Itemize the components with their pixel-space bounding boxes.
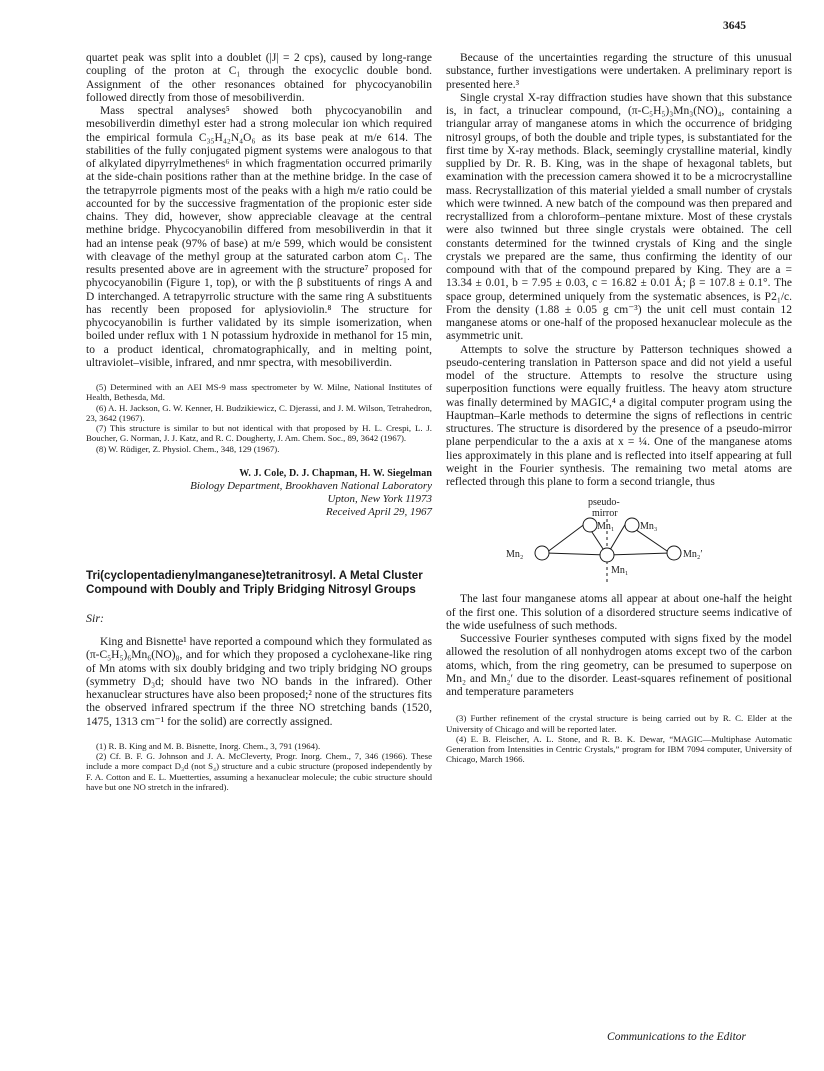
footnote: (5) Determined with an AEI MS-9 mass spectrometer by W. Milne, National Institutes of Health, Bethesda, Md. bbox=[86, 382, 432, 403]
bond-line bbox=[546, 523, 586, 553]
author-location: Upton, New York 11973 bbox=[327, 493, 432, 506]
footnote: (1) R. B. King and M. B. Bisnette, Inorg. Chem., 3, 791 (1964). bbox=[96, 740, 321, 751]
atom-circle bbox=[625, 518, 639, 532]
author-names: W. J. Cole, D. J. Chapman, H. W. Siegelman bbox=[239, 468, 432, 480]
diagram-svg bbox=[486, 495, 776, 587]
author-affiliation: Biology Department, Brookhaven National Laboratory bbox=[190, 480, 432, 493]
body-paragraph: Successive Fourier syntheses computed with signs fixed by the model allowed the resolution of all nonhydrogen atoms except two of the carbon atoms, which, from the ring geometry, can be presumed to superpose on Mn₂ and Mn₂′ due to the disorder. Least-squares refinement of positional and temperature parameters bbox=[446, 633, 792, 698]
footnotes bbox=[86, 382, 432, 454]
footnotes bbox=[86, 741, 432, 792]
body-paragraph: quartet peak was split into a doublet (|J| = 2 cps), caused by long-range coupling of the proton at C₁ through the exocyclic double bond. Assignment of the other resonances obtained for phycocyanobilin followed directly from those of mesobiliverdin. bbox=[86, 52, 432, 104]
salutation: Sir: bbox=[86, 611, 104, 626]
body-paragraph: The last four manganese atoms all appear at about one-half the height of the first one. This solution of a disordered structure seems indicative of the wide usefulness of such methods. bbox=[446, 593, 792, 632]
atom-label-mn3: Mn₃ bbox=[640, 521, 658, 533]
atom-circle bbox=[583, 518, 597, 532]
running-footer: Communications to the Editor bbox=[607, 1031, 746, 1043]
body-paragraph: Single crystal X-ray diffraction studies have shown that this substance is, in fact, a trinuclear compound, (π-C₅H₅)₃Mn₃(NO)₄, containing a triangular array of manganese atoms in which the occurrence of bridging nitrosyl groups, of both the double and triple types, is substantiated for the first time by X-ray methods. Black, seemingly crystalline material, kindly supplied by Dr. R. B. King, was in the shape of hexagonal tablets, but examination with the precession camera showed it to be a microcrystalline mass. Recrystallization of this material yielded a small number of crystals which were twinned. A new batch of the compound was then prepared and recrystallized from a chloroform–pentane mixture. Most of these crystals were also twinned but three single crystals were obtained. The cell constants determined for the twinned crystals of King and the single crystals we prepared are the same, thus confirming the identity of our compound with that of the compound prepared by King. They are a = 13.34 ± 0.01, b = 7.95 ± 0.03, c = 16.82 ± 0.01 Å; β = 107.8 ± 0.1°. The space group, determined uniquely from the systematic absences, is P2₁/c. From the density (1.88 ± 0.05 g cm⁻³) the unit cell must contain 12 manganese atoms or one-half of the proposed hexanuclear molecule as the asymmetric unit. bbox=[446, 91, 792, 343]
footnote: (6) A. H. Jackson, G. W. Kenner, H. Budzikiewicz, C. Djerassi, and J. M. Wilson, Tetrahedron, 23, 3642 (1967). bbox=[86, 402, 432, 423]
body-paragraph: Because of the uncertainties regarding the structure of this unusual substance, further investigations were undertaken. A preliminary report is presented here.³ bbox=[446, 52, 792, 91]
body-paragraph: Mass spectral analyses⁵ showed both phycocyanobilin and mesobiliverdin dimethyl ester had a strong molecular ion which required the empirical formula C₃₅H₄₂N₄O₆ as its base peak at m/e 614. The stabilities of the fully conjugated pigment systems were analogous to that of alkylated dipyrrylmethenes⁶ in which fragmentation occurred primarily at the side-chain positions rather than at the methine bridge. In the case of the tetrapyrrole pigments most of the peaks with a high m/e ratio could be accounted for by the successive fragmentation of the propionic ester side chains. They did, however, show appreciable cleavage at the central methine bridge. Phycocyanobilin differed from mesobiliverdin in that it had an intense peak (97% of base) at m/e 599, which would be consistent with cleavage of the methyl group at the saturated carbon atom C₁. The results presented above are in agreement with the structure⁷ proposed for phycocyanobilin (Figure 1, top), or with the β substituents of rings A and D interchanged. A tetrapyrrolic structure with the same ring A substituents has recently been proposed for aplysioviolin.⁸ The structure for phycocyanobilin is further validated by its simple isomerization, when boiled under reflux with 1 N potassium hydroxide in methanol for 15 min, to a product identical, chromatographically, and in melting point, ultraviolet–visible, infrared, and nmr spectra, with mesobiliverdin. bbox=[86, 105, 432, 369]
atom-circle bbox=[600, 548, 614, 562]
label-mirror: mirror bbox=[592, 508, 618, 520]
label-pseudo: pseudo- bbox=[588, 497, 620, 509]
atom-label-mn1-top: Mn₁ bbox=[597, 521, 615, 533]
bond-line bbox=[546, 553, 607, 555]
footnote: (3) Further refinement of the crystal structure is being carried out by R. C. Elder at the University of Chicago and will be reported later. bbox=[446, 713, 792, 734]
atom-circle bbox=[535, 546, 549, 560]
footnote: (4) E. B. Fleischer, A. L. Stone, and R. B. K. Dewar, “MAGIC—Multiphase Automatic Generation from Intensities in Centric Crystals,” program for IBM 7094 computer, University of Chicago, March 1966. bbox=[446, 733, 792, 765]
footnote: (2) Cf. B. F. G. Johnson and J. A. McCleverty, Progr. Inorg. Chem., 7, 346 (1966). These include a more compact D₃d (not S₄) structure and a cubic structure (proposed independently by F. A. Cotton and E. L. Muetterties, assuming a hexanuclear molecule; the cubic structure should have but one NO stretch in the infrared). bbox=[86, 751, 432, 793]
bond-line bbox=[607, 553, 670, 555]
author-signature bbox=[86, 467, 432, 519]
article-title: Tri(cyclopentadienylmanganese)tetranitrosyl. A Metal Cluster Compound with Doubly and Triply Bridging Nitrosyl Groups bbox=[86, 569, 423, 597]
footnote: (7) This structure is similar to but not identical with that proposed by H. L. Crespi, L. J. Boucher, G. Norman, J. J. Katz, and R. C. Dougherty, J. Am. Chem. Soc., 89, 3642 (1967). bbox=[86, 423, 432, 444]
footnote: (8) W. Rüdiger, Z. Physiol. Chem., 348, 129 (1967). bbox=[96, 443, 280, 454]
footnotes bbox=[446, 713, 792, 764]
atom-label-mn2p: Mn₂′ bbox=[683, 549, 703, 561]
right-column bbox=[446, 52, 792, 765]
mn-triangle-diagram bbox=[446, 495, 792, 587]
received-date: Received April 29, 1967 bbox=[325, 506, 432, 519]
body-paragraph: Attempts to solve the structure by Patterson techniques showed a pseudo-centering translation in Patterson space and did not yield a useful model of the structure. Attempts to resolve the structure using superposition functions were equally fruitless. The heavy atom structure was finally determined by MAGIC,⁴ a digital computer program using the Hauptman–Karle methods to determine the signs of reflections in centric structures. The structure is disordered by the presence of a pseudo-mirror plane perpendicular to the a axis at x = ¼. One of the manganese atoms lies approximately in this plane and is reflected into itself appearing at full weight in the Fourier synthesis. The remaining two metal atoms are reflected through this plane to form a second triangle, thus bbox=[446, 343, 792, 488]
atom-label-mn1-bottom: Mn₁ bbox=[611, 565, 629, 577]
atom-label-mn2: Mn₂ bbox=[506, 549, 524, 561]
left-column bbox=[86, 52, 432, 792]
body-paragraph: King and Bisnette¹ have reported a compound which they formulated as (π-C₅H₅)₆Mn₆(NO)₈, and for which they proposed a cyclohexane-like ring of Mn atoms with six doubly bridging and two triply bridging NO groups (symmetry D₃d; should have two NO bands in the infrared). Other hexanuclear structures have also been proposed;² none of the structures fits the observed infrared spectrum if the three NO stretching bands (1520, 1475, 1313 cm⁻¹ for the solid) are correctly assigned. bbox=[86, 636, 432, 728]
page-number: 3645 bbox=[723, 20, 746, 32]
atom-circle bbox=[667, 546, 681, 560]
